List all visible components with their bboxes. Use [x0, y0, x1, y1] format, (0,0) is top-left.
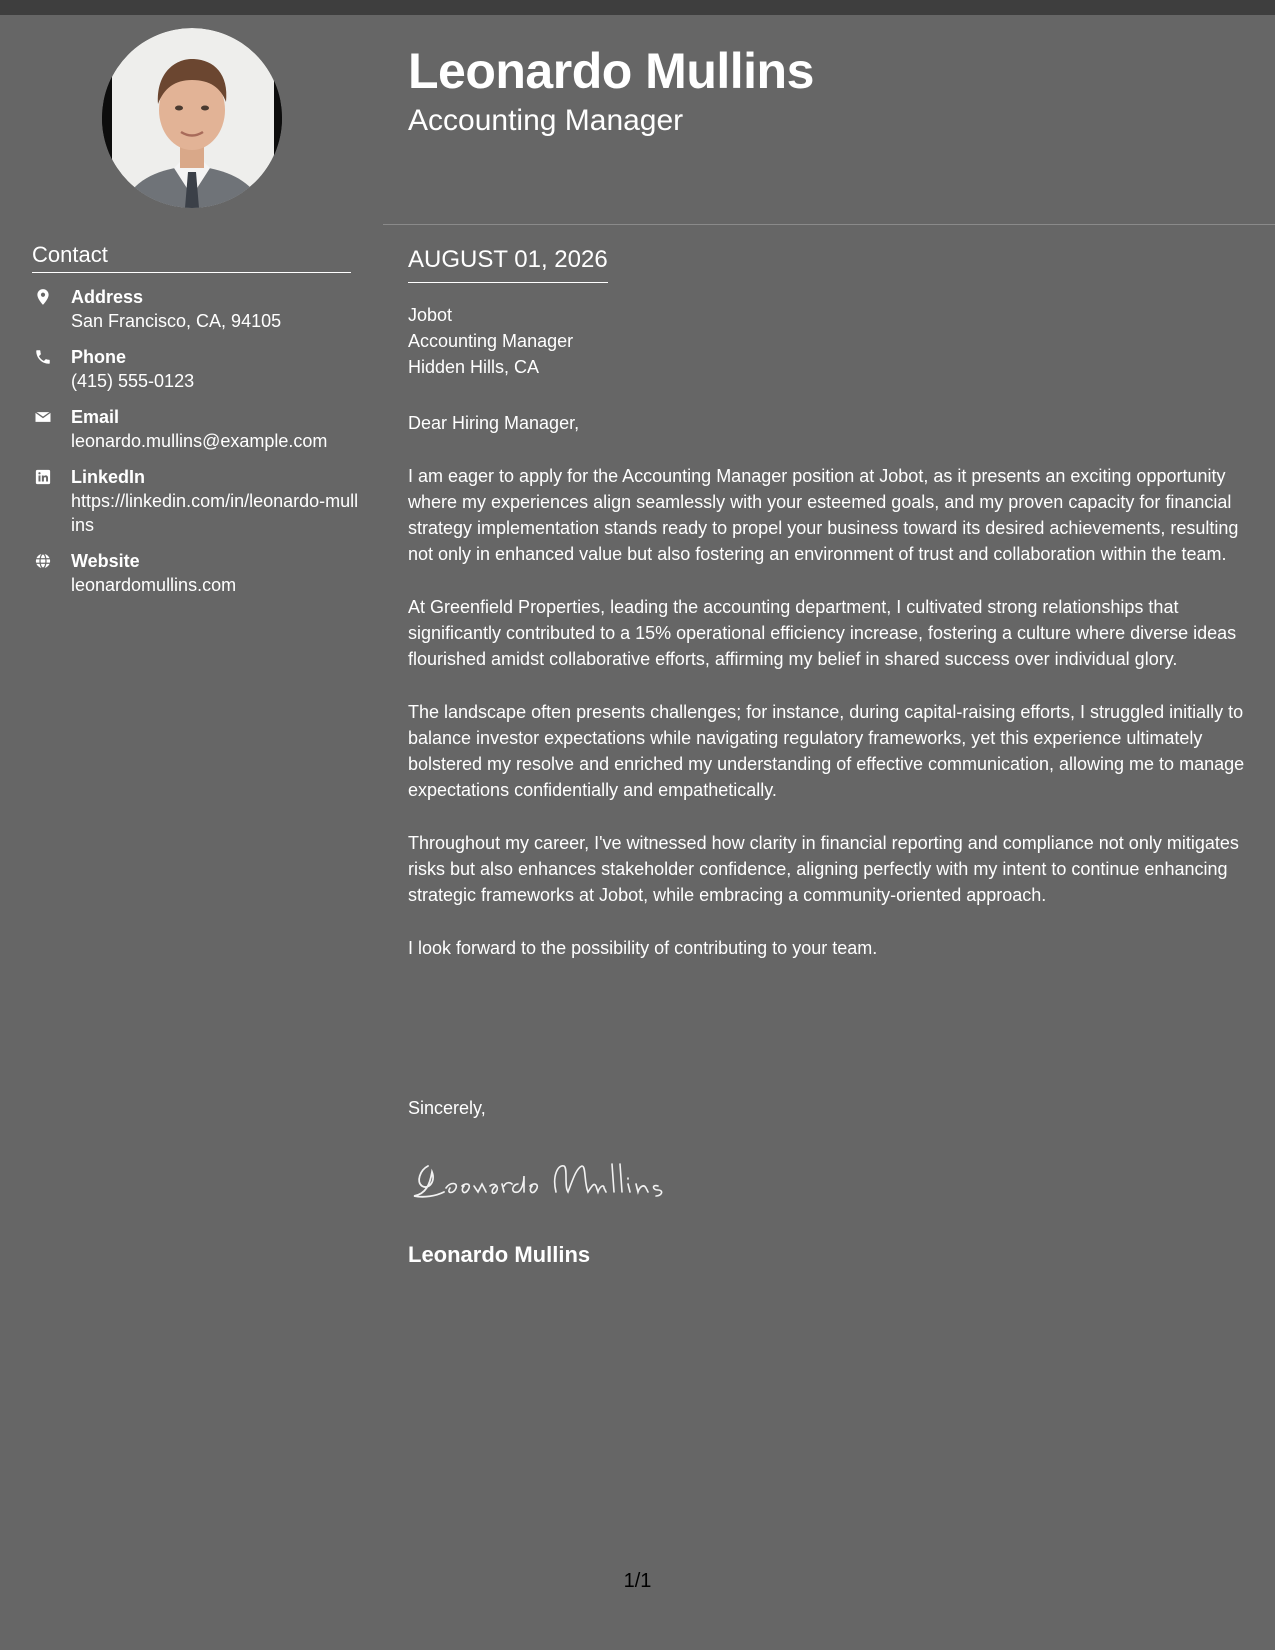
website-label: Website [71, 551, 140, 571]
recipient-block [408, 302, 573, 380]
contact-website [32, 549, 362, 597]
avatar-portrait [102, 28, 282, 208]
top-bar [0, 0, 1275, 15]
letter-body [408, 410, 1253, 988]
linkedin-icon [34, 468, 52, 486]
salutation: Dear Hiring Manager, [408, 413, 580, 433]
contact-email [32, 405, 362, 453]
letter-paragraph: The landscape often presents challenges; for instance, during capital-raising efforts, I struggled initially to balance investor expectations while navigating regulatory frameworks, yet this experience ultimately bolstered my resolve and enriched my understanding of effective communication, allowing me to manage expectations confidentially and empathetically. [408, 702, 1245, 800]
recipient-position: Accounting Manager [408, 331, 574, 351]
contact-heading: Contact [32, 241, 351, 273]
avatar [102, 28, 282, 208]
globe-icon [34, 552, 52, 570]
header-divider [383, 224, 1275, 225]
website-value: leonardomullins.com [71, 575, 237, 595]
contact-linkedin [32, 465, 362, 537]
letter-date: AUGUST 01, 2026 [408, 244, 608, 283]
applicant-name: Leonardo Mullins [408, 43, 814, 99]
contact-phone [32, 345, 362, 393]
linkedin-label: LinkedIn [71, 467, 146, 487]
sidebar [0, 15, 383, 1650]
phone-label: Phone [71, 347, 127, 367]
letter-paragraph: I am eager to apply for the Accounting Manager position at Jobot, as it presents an exciting opportunity where my experiences align seamlessly with your esteemed goals, and my proven capacity for financial strategy implementation stands ready to propel your business toward its desired achievements, resulting not only in enhanced value but also fostering an environment of trust and collaboration within the team. [408, 466, 1239, 564]
address-label: Address [71, 287, 144, 307]
email-value: leonardo.mullins@example.com [71, 431, 328, 451]
page-indicator: 1/1 [623, 1570, 652, 1592]
signer-name: Leonardo Mullins [408, 1242, 591, 1267]
recipient-location: Hidden Hills, CA [408, 357, 540, 377]
letter-paragraph: I look forward to the possibility of contributing to your team. [408, 938, 878, 958]
map-pin-icon [34, 288, 52, 306]
email-label: Email [71, 407, 120, 427]
contact-address [32, 285, 362, 333]
letter-paragraph: At Greenfield Properties, leading the accounting department, I cultivated strong relationships that significantly contributed to a 15% operational efficiency increase, fostering a culture where diverse ideas flourished amidst collaborative efforts, affirming my belief in shared success over individual glory. [408, 597, 1237, 669]
phone-icon [34, 348, 52, 366]
closing: Sincerely, [408, 1098, 486, 1118]
linkedin-value: https://linkedin.com/in/leonardo-mullins [71, 491, 359, 535]
phone-value: (415) 555-0123 [71, 371, 195, 391]
handwritten-signature [406, 1152, 686, 1208]
applicant-title: Accounting Manager [408, 104, 684, 137]
contact-list [32, 285, 362, 609]
letter-paragraph: Throughout my career, I've witnessed how clarity in financial reporting and compliance not only mitigates risks but also enhances stakeholder confidence, aligning perfectly with my intent to continue enhancing strategic frameworks at Jobot, while embracing a community-oriented approach. [408, 833, 1239, 905]
envelope-icon [34, 408, 52, 426]
recipient-company: Jobot [408, 305, 453, 325]
address-value: San Francisco, CA, 94105 [71, 311, 282, 331]
